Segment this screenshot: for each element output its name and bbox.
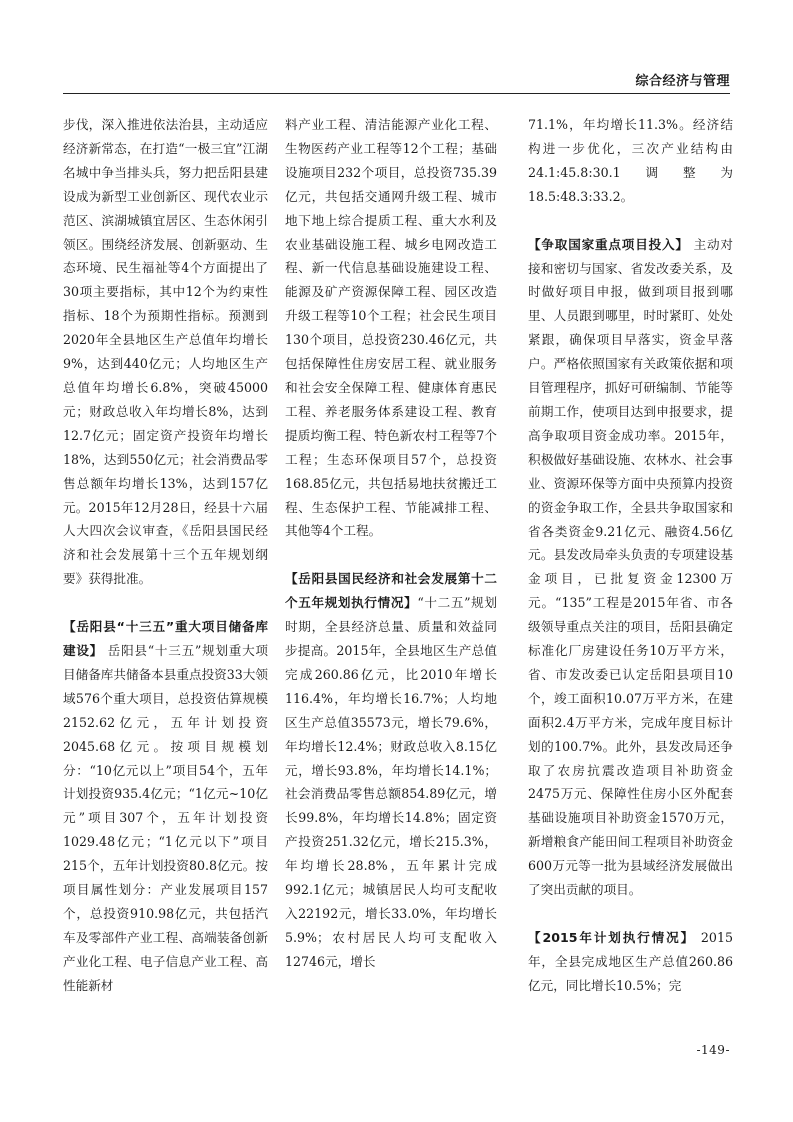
section-heading: 【2015年计划执行情况】	[528, 930, 696, 945]
paragraph: 71.1%，年均增长11.3%。经济结构进一步优化，三次产业结构由24.1:45.8:30.1调整为18.5:48.3:33.2。	[528, 117, 733, 204]
paragraph	[285, 567, 497, 973]
page-number: -149-	[696, 1043, 730, 1057]
paragraph	[63, 615, 268, 998]
section-heading: 【争取国家重点项目投入】	[528, 236, 689, 252]
column-2	[285, 113, 497, 974]
paragraph-gap	[285, 543, 497, 567]
paragraph: 步伐，深入推进依法治县，主动适应经济新常态，在打造“一极三宜”江湖名城中争当排头兵，努力把岳阳县建设成为新型工业创新区、现代农业示范区、滨湖城镇宜居区、生态休闲引领区。围绕经济发展、创新驱动、生态环境、民生福祉等4个方面提出了30项主要指标，其中12个为约束性指标、18个为预期性指标。预测到2020年全县地区生产总值年均增长9%，达到440亿元；人均地区生产总值年均增长6.8%，突破45000元；财政总收入年均增长8%，达到12.7亿元；固定资产投资年均增长18%，达到550亿元；社会消费品零售总额年均增长13%，达到157亿元。2015年12月28日，经县十六届人大四次会议审查，《岳阳县国民经济和社会发展第十三个五年规划纲要》获得批准。	[63, 117, 268, 587]
section-heading: 【岳阳县国民经济和社会发展第十二个五年规划执行情况】	[285, 571, 497, 611]
paragraph-body: “十二五”规划时期，全县经济总量、质量和效益同步提高。2015年，全县地区生产总值完成260.86亿元，比2010年增长116.4%，年均增长16.7%；人均地区生产总值35573元，增长79.6%，年均增长12.4%；财政总收入8.15亿元，增长93.8%，年均增长14.1%；社会消费品零售总额854.89亿元，增长99.8%，年均增长14.8%；固定资产投资251.32亿元，增长215.3%，年均增长28.8%，五年累计完成992.1亿元；城镇居民人均可支配收入22192元，增长33.0%，年均增长5.9%；农村居民人均可支配收入12746元，增长	[285, 595, 497, 969]
paragraph	[528, 233, 733, 902]
paragraph	[528, 926, 733, 998]
paragraph-body: 主动对接和密切与国家、省发改委关系，及时做好项目申报，做到项目报到哪里、人员跟到哪里，时时紧盯、处处紧跟，确保项目早落实，资金早落户。严格依照国家有关政策依据和项目管理程序，抓好可研编制、节能等前期工作，使项目达到申报要求，提高争取项目资金成功率。2015年，积极做好基础设施、农林水、社会事业、资源环保等方面中央预算内投资的资金争取工作，全县共争取国家和省各类资金9.21亿元、融资4.56亿元。县发改局牵头负责的专项建设基金项目，已批复资金12300万元。“135”工程是2015年省、市各级领导重点关注的项目，岳阳县确定标准化厂房建设任务10万平方米，省、市发改委已认定岳阳县项目10个，竣工面积10.07万平方米，在建面积2.4万平方米，完成年度目标计划的100.7%。此外，县发改局还争取了农房抗震改造项目补助资金2475万元、保障性住房小区外配套基础设施项目补助资金1570万元，新增粮食产能田间工程项目补助资金600万元等一批为县域经济发展做出了突出贡献的项目。	[528, 236, 734, 898]
paragraph-gap	[63, 591, 268, 615]
header-divider	[63, 93, 730, 94]
section-heading: 【岳阳县“十三五”重大项目储备库建设】	[63, 619, 268, 659]
column-1	[63, 113, 268, 998]
paragraph-body: 岳阳县“十三五”规划重大项目储备库共储备本县重点投资33大领域576个重大项目，总投资估算规模2152.62亿元，五年计划投资2045.68亿元。按项目规模划分：“10亿元以上”项目54个，五年计划投资935.4亿元；“1亿元~10亿元”项目307个，五年计划投资1029.48亿元；“1亿元以下”项目215个，五年计划投资80.8亿元。按项目属性划分：产业发展项目157个，总投资910.98亿元，共包括汽车及零部件产业工程、高端装备创新产业化工程、电子信息产业工程、高性能新材	[63, 643, 268, 993]
paragraph: 料产业工程、清洁能源产业化工程、生物医药产业工程等12个工程；基础设施项目232个项目，总投资735.39亿元，共包括交通网升级工程、城市地下地上综合提质工程、重大水利及农业基础设施工程、城乡电网改造工程、新一代信息基础设施建设工程、能源及矿产资源保障工程、园区改造升级工程等10个工程；社会民生项目130个项目，总投资230.46亿元，共包括保障性住房安居工程、就业服务和社会安全保障工程、健康体育惠民工程、养老服务体系建设工程、教育提质均衡工程、特色新农村工程等7个工程；生态环保项目57个，总投资168.85亿元，共包括易地扶贫搬迁工程、生态保护工程、节能减排工程、其他等4个工程。	[285, 117, 497, 539]
column-3	[528, 113, 733, 998]
paragraph-gap	[528, 902, 733, 926]
paragraph-body: 2015年，全县完成地区生产总值260.86亿元，同比增长10.5%；完	[528, 930, 733, 993]
section-title: 综合经济与管理	[635, 74, 730, 89]
paragraph-gap	[528, 209, 733, 233]
